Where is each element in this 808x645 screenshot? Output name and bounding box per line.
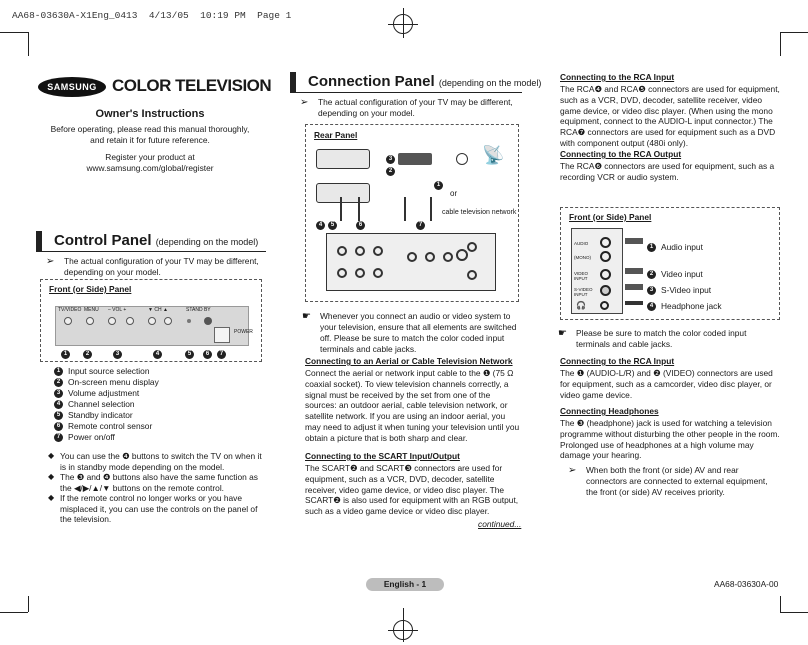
heading-rca-input: Connecting to the RCA Input bbox=[560, 72, 675, 82]
callout-7: 7 bbox=[416, 221, 425, 230]
jack-label bbox=[647, 242, 703, 252]
rca-jack bbox=[407, 252, 417, 262]
crop-mark bbox=[780, 32, 781, 56]
legend-text: Remote control sensor bbox=[68, 421, 153, 431]
callout-4: 4 bbox=[316, 221, 325, 230]
num-badge: 2 bbox=[54, 378, 63, 387]
jack-label bbox=[647, 285, 711, 295]
legend-item bbox=[54, 388, 139, 398]
power-label: POWER bbox=[234, 329, 253, 335]
jack-label-text: Headphone jack bbox=[661, 301, 722, 311]
section-title-text: Control Panel bbox=[54, 232, 152, 249]
crop-mark bbox=[0, 612, 28, 613]
heading-aerial: Connecting to an Aerial or Cable Television Network bbox=[305, 356, 513, 366]
bullet-text: The ❸ and ❹ buttons also have the same function as the ◀/▶/▲/▼ buttons on the remote control. bbox=[60, 472, 258, 493]
ch-down-button[interactable] bbox=[148, 317, 156, 325]
crop-mark bbox=[0, 32, 28, 33]
callout-1: 1 bbox=[434, 181, 443, 190]
jack-tag: (MONO) bbox=[574, 255, 591, 260]
jack-label bbox=[647, 301, 722, 311]
jack-tag: AUDIO bbox=[574, 241, 589, 246]
rca-jack bbox=[373, 268, 383, 278]
callout-6: 6 bbox=[356, 221, 365, 230]
crop-mark bbox=[780, 596, 781, 612]
num-badge: 3 bbox=[54, 389, 63, 398]
panel-label-tv-video: TV/VIDEO bbox=[58, 307, 82, 313]
callout-7: 7 bbox=[217, 350, 226, 359]
page-number-badge: English - 1 bbox=[366, 578, 444, 591]
jack-tag: VIDEO INPUT bbox=[574, 271, 589, 281]
plug-icon bbox=[625, 268, 643, 274]
legend-item bbox=[54, 399, 135, 409]
rca-cable-icon bbox=[404, 197, 432, 221]
section-title-control-panel bbox=[36, 231, 258, 252]
legend-text: Standby indicator bbox=[68, 410, 133, 420]
scart-socket-2 bbox=[316, 149, 370, 169]
heading-rca-input-front: Connecting to the RCA Input bbox=[560, 356, 675, 366]
paragraph-rca-input-front: The ❶ (AUDIO-L/R) and ❷ (VIDEO) connectors are used for equipment, such as a camcorder, video disc player, or video game device. bbox=[560, 368, 773, 400]
crop-mark bbox=[388, 630, 418, 631]
section-subtitle: (depending on the model) bbox=[438, 78, 542, 88]
print-slug: AA68-03630A-X1Eng_0413 4/13/05 10:19 PM Page 1 bbox=[12, 10, 292, 21]
legend-item bbox=[54, 432, 115, 442]
warning-text: Please be sure to match the color coded input terminals and cable jacks. bbox=[576, 328, 747, 349]
jack-tag: S-VIDEO INPUT bbox=[574, 287, 593, 297]
rca-jack bbox=[467, 270, 477, 280]
model-note bbox=[298, 97, 520, 119]
aerial-socket bbox=[456, 249, 468, 261]
rca-jack bbox=[355, 246, 365, 256]
bullet-item bbox=[48, 472, 266, 493]
callout-2: 2 bbox=[386, 167, 395, 176]
vol-up-button[interactable] bbox=[126, 317, 134, 325]
model-note-text: The actual configuration of your TV may be different, depending on your model. bbox=[64, 256, 259, 277]
video-jack[interactable] bbox=[600, 269, 611, 280]
intro-line-2: and retain it for future reference. bbox=[90, 135, 210, 145]
headphone-jack[interactable] bbox=[600, 301, 609, 310]
legend-text: Channel selection bbox=[68, 399, 135, 409]
or-label: or bbox=[450, 189, 458, 198]
warning-note bbox=[300, 311, 522, 355]
plug-icon bbox=[625, 238, 643, 244]
section-rule bbox=[290, 92, 522, 93]
bullet-item bbox=[48, 451, 266, 472]
continued-label: continued... bbox=[478, 519, 522, 529]
priority-note-text: When both the front (or side) AV and rear connectors are connected to external equipment, the front (or side) AV receives priority. bbox=[586, 465, 768, 497]
s-video-jack[interactable] bbox=[600, 285, 611, 296]
plug-icon bbox=[625, 284, 643, 290]
section-title-text: Connection Panel bbox=[308, 73, 435, 90]
callout-numbers bbox=[57, 350, 247, 360]
rca-jack bbox=[373, 246, 383, 256]
warning-text: Whenever you connect an audio or video system to your television, ensure that all elements are switched off. Please be sure to match the color coded input terminals and cable jacks. bbox=[320, 311, 517, 354]
model-note-text: The actual configuration of your TV may be different, depending on your model. bbox=[318, 97, 513, 118]
legend-text: Input source selection bbox=[68, 366, 150, 376]
power-button[interactable] bbox=[214, 327, 230, 343]
aerial-socket bbox=[456, 153, 468, 165]
paragraph-aerial: Connect the aerial or network input cable to the ❶ (75 Ω coaxial socket). To view television channels correctly, a signal must be received by the set from one of the sources: an outdoor aerial, cable television network, or satellite network. If you are using an indoor aerial, you may need to adjust it when tuning your television until you obtain a picture that is both sharp and clear. bbox=[305, 368, 520, 443]
priority-note bbox=[566, 465, 780, 498]
heading-rca-output: Connecting to the RCA Output bbox=[560, 149, 682, 159]
product-name: COLOR TELEVISION bbox=[112, 76, 272, 95]
crop-mark bbox=[780, 32, 808, 33]
arrow-icon: ➢ bbox=[46, 256, 55, 267]
pointing-hand-icon: ☛ bbox=[302, 311, 311, 322]
legend-text: Volume adjustment bbox=[68, 388, 140, 398]
section-rule bbox=[36, 251, 266, 252]
callout-2: 2 bbox=[83, 350, 92, 359]
legend-item bbox=[54, 421, 152, 431]
callout-6: 6 bbox=[203, 350, 212, 359]
model-note bbox=[44, 256, 264, 278]
ch-up-button[interactable] bbox=[164, 317, 172, 325]
side-jack-panel bbox=[571, 228, 623, 314]
audio-jack-r[interactable] bbox=[600, 251, 611, 262]
crop-mark bbox=[28, 32, 29, 56]
num-badge: 2 bbox=[647, 270, 656, 279]
legend-item bbox=[54, 366, 149, 376]
warning-note bbox=[556, 328, 780, 350]
rca-jack bbox=[355, 268, 365, 278]
arrow-icon: ➢ bbox=[300, 97, 309, 108]
register-line-1: Register your product at bbox=[105, 152, 195, 162]
headphone-icon: 🎧 bbox=[576, 301, 586, 310]
rca-jack bbox=[467, 242, 477, 252]
num-badge: 4 bbox=[54, 400, 63, 409]
callout-1: 1 bbox=[61, 350, 70, 359]
jack-label-text: S-Video input bbox=[661, 285, 712, 295]
vol-down-button[interactable] bbox=[108, 317, 116, 325]
rca-jack bbox=[425, 252, 435, 262]
audio-jack-l[interactable] bbox=[600, 237, 611, 248]
callout-5: 5 bbox=[185, 350, 194, 359]
pointing-hand-icon: ☛ bbox=[558, 328, 567, 339]
callout-4: 4 bbox=[153, 350, 162, 359]
panel-label-standby: STAND BY bbox=[186, 307, 211, 313]
front-panel-box bbox=[40, 279, 262, 362]
bullet-item bbox=[48, 493, 266, 525]
box-label: Front (or Side) Panel bbox=[569, 212, 652, 222]
jack-label-text: Audio input bbox=[661, 242, 703, 252]
intro-line-1: Before operating, please read this manual thoroughly, bbox=[50, 124, 250, 134]
crop-mark bbox=[780, 612, 808, 613]
rca-jack bbox=[337, 268, 347, 278]
callout-3: 3 bbox=[386, 155, 395, 164]
crop-mark bbox=[28, 596, 29, 612]
side-panel-box bbox=[560, 207, 780, 320]
panel-label-vol: – VOL + bbox=[108, 307, 127, 313]
diamond-icon: ◆ bbox=[48, 451, 55, 460]
num-badge: 4 bbox=[647, 302, 656, 311]
bullet-text: If the remote control no longer works or you have misplaced it, you can use the controls on the panel of the television. bbox=[60, 493, 258, 524]
box-label: Front (or Side) Panel bbox=[49, 284, 132, 294]
box-label: Rear Panel bbox=[314, 130, 358, 140]
panel-label-ch: ▼ CH ▲ bbox=[148, 307, 168, 313]
standby-indicator bbox=[187, 319, 191, 323]
num-badge: 3 bbox=[647, 286, 656, 295]
diamond-icon: ◆ bbox=[48, 472, 55, 481]
jack-label-text: Video input bbox=[661, 269, 703, 279]
samsung-logo: SAMSUNG bbox=[38, 77, 106, 97]
jack-label bbox=[647, 269, 703, 279]
crop-mark bbox=[388, 24, 418, 25]
rca-jack bbox=[443, 252, 453, 262]
scart-cable-icon bbox=[398, 153, 432, 165]
bullet-text: You can use the ❹ buttons to switch the TV on when it is in standby mode depending on the model. bbox=[60, 451, 262, 472]
diamond-icon: ◆ bbox=[48, 493, 55, 502]
rca-cable-icon bbox=[340, 197, 360, 221]
tv-video-button[interactable] bbox=[64, 317, 72, 325]
manual-title: Owner's Instructions bbox=[95, 108, 205, 120]
paragraph-rca-input: The RCA❹ and RCA❺ connectors are used for equipment, such as a VCR, DVD, decoder, satellite receiver, video game device, or video disc player. (When using the mono equipment, connect to the AUDIO-L input connector.) The RCA❼ connectors are used for equipment such as a DVD with component output (480i only). bbox=[560, 84, 780, 148]
rca-jack bbox=[337, 246, 347, 256]
antenna-icon: 📡 bbox=[482, 145, 505, 165]
rear-panel-box bbox=[305, 124, 519, 302]
heading-headphones: Connecting Headphones bbox=[560, 406, 659, 416]
paragraph-scart: The SCART❷ and SCART❸ connectors are used for equipment, such as a VCR, DVD, decoder, satellite receiver, video game device, or video disc player. The SCART❷ is also used for equipment with an RGB output, such as a video game device or video disc player. bbox=[305, 463, 519, 517]
tv-panel-strip bbox=[55, 306, 253, 346]
callout-3: 3 bbox=[113, 350, 122, 359]
register-url: www.samsung.com/global/register bbox=[86, 163, 214, 173]
heading-scart: Connecting to the SCART Input/Output bbox=[305, 451, 460, 461]
paragraph-headphones: The ❸ (headphone) jack is used for watching a television programme without disturbing the other people in the room. Prolonged use of headphones at a high volume may damage your hearing. bbox=[560, 418, 780, 461]
section-title-connection-panel bbox=[290, 72, 541, 93]
legend-item bbox=[54, 377, 159, 387]
plug-icon bbox=[625, 301, 643, 305]
arrow-icon: ➢ bbox=[568, 465, 577, 476]
num-badge: 6 bbox=[54, 422, 63, 431]
legend-item bbox=[54, 410, 133, 420]
cable-network-label: cable television network bbox=[442, 209, 517, 216]
panel-label-menu: MENU bbox=[84, 307, 99, 313]
num-badge: 1 bbox=[647, 243, 656, 252]
legend-text: Power on/off bbox=[68, 432, 115, 442]
num-badge: 1 bbox=[54, 367, 63, 376]
menu-button[interactable] bbox=[86, 317, 94, 325]
remote-sensor bbox=[204, 317, 212, 325]
legend-text: On-screen menu display bbox=[68, 377, 159, 387]
callout-5: 5 bbox=[328, 221, 337, 230]
num-badge: 5 bbox=[54, 411, 63, 420]
num-badge: 7 bbox=[54, 433, 63, 442]
paragraph-rca-output: The RCA❻ connectors are used for equipment, such as a recording VCR or audio system. bbox=[560, 161, 775, 182]
rca-panel bbox=[326, 233, 496, 291]
section-subtitle: (depending on the model) bbox=[155, 237, 259, 247]
document-code: AA68-03630A-00 bbox=[714, 579, 779, 589]
